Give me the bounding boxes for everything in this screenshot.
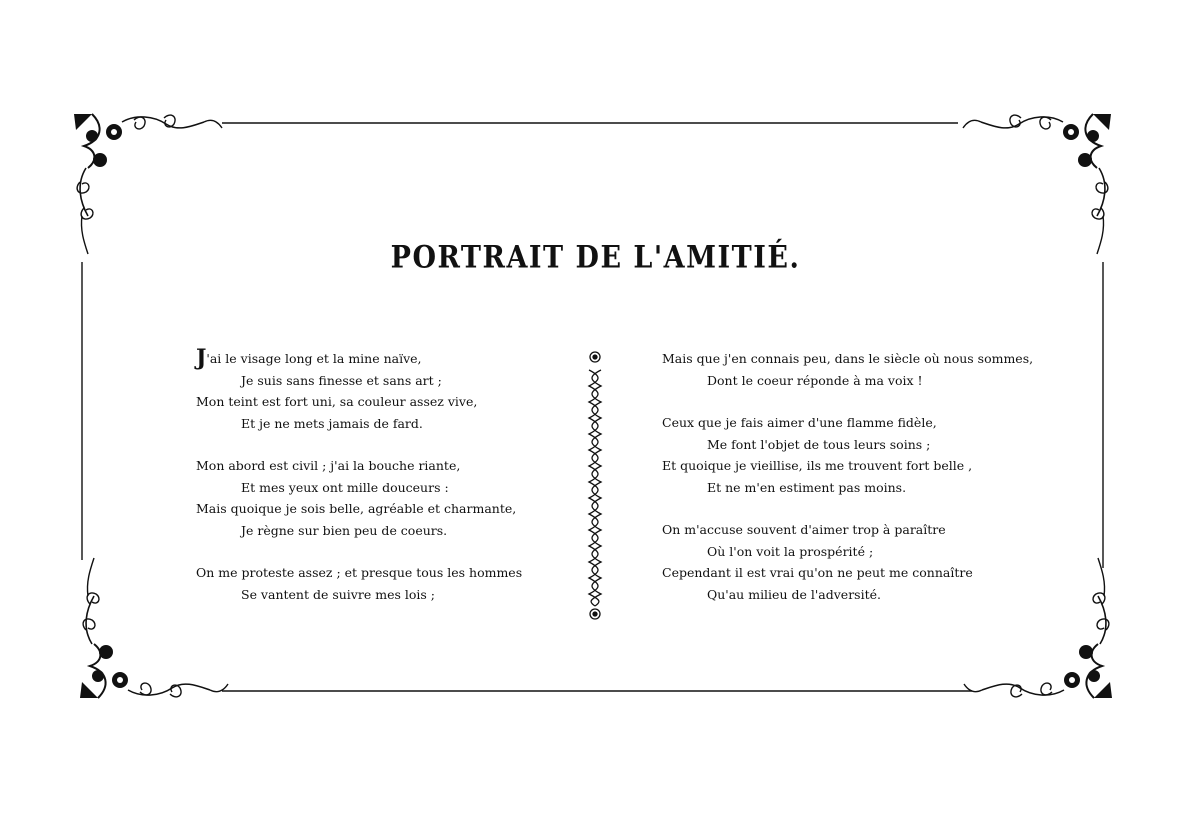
- verse-line: Et quoique je vieillise, ils me trouvent fort belle ,: [662, 458, 973, 473]
- left-column: [196, 345, 556, 626]
- verse-line: Mais que j'en connais peu, dans le siècle où nous sommes,: [662, 351, 1034, 366]
- stanza: [196, 455, 556, 541]
- verse-line: Je règne sur bien peu de coeurs.: [241, 522, 448, 538]
- stanza: [662, 519, 1042, 605]
- stanza: [662, 412, 1042, 498]
- verse-line: Qu'au milieu de l'adversité.: [707, 586, 881, 602]
- right-column: [662, 348, 1042, 626]
- verse-line: Et je ne mets jamais de fard.: [241, 415, 423, 431]
- verse-line: Où l'on voit la prospérité ;: [707, 543, 874, 559]
- verse-line: Dont le coeur réponde à ma voix !: [707, 372, 923, 388]
- verse-line: Et ne m'en estiment pas moins.: [707, 479, 907, 495]
- stanza: [196, 345, 556, 434]
- corner-top-right-icon: [963, 114, 1111, 254]
- verse-line: Et mes yeux ont mille douceurs :: [241, 479, 449, 495]
- verse-line: Je suis sans finesse et sans art ;: [241, 372, 442, 388]
- verse-line: On me proteste assez ; et presque tous les hommes: [196, 565, 523, 580]
- verse-line: Me font l'objet de tous leurs soins ;: [707, 436, 931, 452]
- stanza: [196, 562, 556, 605]
- verse-line: Se vantent de suivre mes lois ;: [241, 586, 435, 602]
- braided-chain-divider-icon: [586, 350, 604, 622]
- corner-top-left-icon: [74, 114, 222, 254]
- verse-line: Mon abord est civil ; j'ai la bouche riante,: [196, 458, 461, 473]
- verse-line: Mais quoique je sois belle, agréable et charmante,: [196, 501, 517, 516]
- stanza: [662, 348, 1042, 391]
- verse-line: Cependant il est vrai qu'on ne peut me connaître: [662, 565, 973, 580]
- verse-line: Ceux que je fais aimer d'une flamme fidèle,: [662, 415, 937, 430]
- verse-line: J'ai le visage long et la mine naïve,: [196, 345, 422, 371]
- verse-line: Mon teint est fort uni, sa couleur assez vive,: [196, 394, 478, 409]
- drop-cap: J: [196, 345, 207, 371]
- verse-line: On m'accuse souvent d'aimer trop à paraître: [662, 522, 946, 537]
- poem-title: PORTRAIT DE L'AMITIÉ.: [390, 239, 801, 276]
